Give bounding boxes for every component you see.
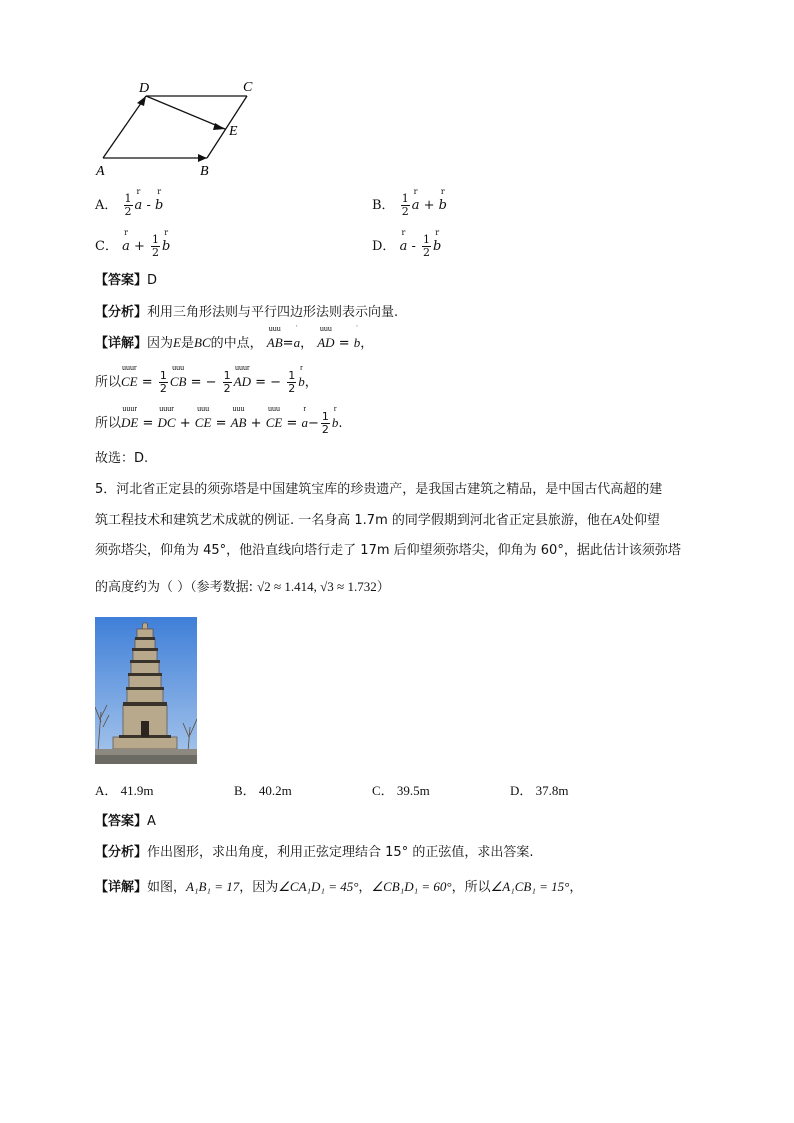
q5-stem-line2: 筑工程技术和建筑艺术成就的例证. 一名身高 1.7m 的同学假期到河北省正定县旅游，他在A处仰望: [95, 512, 660, 528]
label-B: B: [200, 164, 209, 179]
q4-detail-line1: 【详解】因为E是BC的中点， uuu AB= ˈ a， uuu AD = ˈ b，: [95, 324, 374, 351]
q4-option-a[interactable]: A． $\frac{1}{2}$ r a - r b: [95, 187, 164, 218]
q5-option-b[interactable]: B． 40.2m: [234, 783, 292, 798]
q5-option-d[interactable]: D． 37.8m: [510, 783, 569, 798]
q5-option-c[interactable]: C． 39.5m: [372, 783, 430, 798]
q4-option-b[interactable]: B． $\frac{1}{2}$ r a + r b: [372, 187, 447, 218]
q5-stem-line1: 5．河北省正定县的须弥塔是中国建筑宝库的珍贵遗产，是我国古建筑之精品，是中国古代高超的建: [95, 482, 663, 497]
q4-option-c[interactable]: C． r a + $\frac{1}{2}$ r b: [95, 228, 171, 259]
parallelogram-figure: [90, 74, 260, 180]
q5-analysis: 【分析】作出图形，求出角度，利用正弦定理结合 15° 的正弦值，求出答案.: [95, 845, 534, 860]
q4-answer: 【答案】D: [95, 273, 158, 288]
label-E: E: [229, 124, 238, 139]
q4-option-d[interactable]: D． r a - $\frac{1}{2}$ r b: [372, 228, 442, 259]
q5-answer: 【答案】A: [95, 814, 156, 829]
q4-detail-line2: 所以 uuur CE = $\frac{1}{2}$ uuu CB = − $\frac{1}{2}$ uuur AD = − $\frac{1}{2}$ r b，: [95, 363, 318, 395]
q5-detail: 【详解】如图，A₁B₁ = 17，因为∠CA₁D₁ = 45°，∠CB₁D₁ = 60°，所以∠A₁CB₁ = 15°，: [95, 879, 583, 895]
q5-stem-line4: 的高度约为（ ）（参考数据: √2 ≈ 1.414, √3 ≈ 1.732）: [95, 579, 390, 595]
label-C: C: [243, 80, 253, 95]
q5-option-a[interactable]: A． 41.9m: [95, 783, 154, 798]
label-D: D: [139, 81, 150, 96]
pagoda-photo: [95, 617, 197, 764]
q4-choose: 故选：D.: [95, 451, 149, 466]
q5-stem-line3: 须弥塔尖，仰角为 45°，他沿直线向塔行走了 17m 后仰望须弥塔尖，仰角为 60°，据此估计该须弥塔: [95, 543, 681, 558]
q4-detail-line3: 所以 uuur DE = uuur DC + uuu CE = uuu AB + uuu CE = r a− $\frac{1}{2}$ r b.: [95, 404, 343, 436]
q4-analysis: 【分析】利用三角形法则与平行四边形法则表示向量.: [95, 305, 399, 320]
label-A: A: [96, 164, 105, 179]
